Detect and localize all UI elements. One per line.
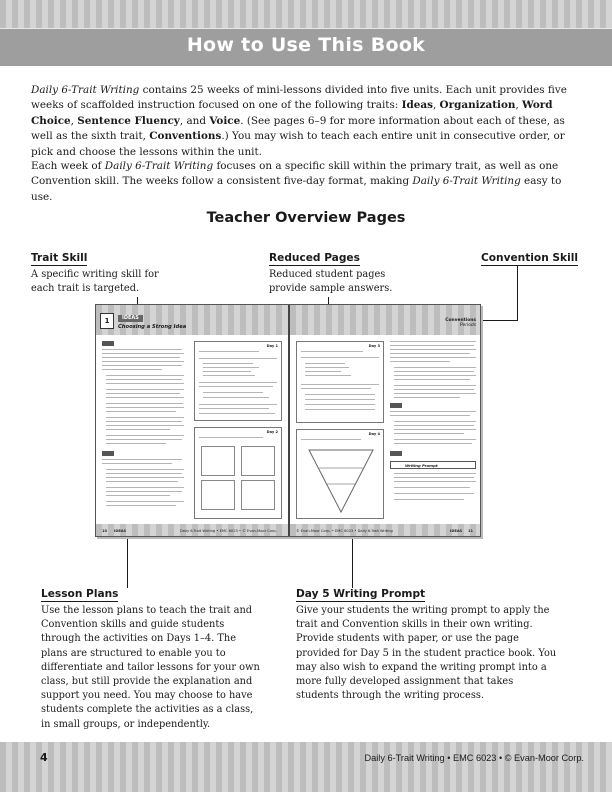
text-run: Daily 6-Trait Writing (412, 175, 521, 188)
lesson-plans-heading: Lesson Plans (41, 588, 119, 600)
text-run: , (515, 99, 523, 112)
day-tab (102, 341, 114, 346)
section-heading: Teacher Overview Pages (206, 210, 406, 226)
text-run: Conventions (149, 130, 222, 143)
text-run: Sentence Fluency (77, 114, 180, 127)
conventions-tag: Conventions Periods (445, 318, 476, 328)
spread-left-page: 1 IDEAS Choosing a Strong Idea Day 1 Day 2 10 IDEAS Daily 6-Trait Writing • EMC 6023 • © Evan-Moor Corp. (96, 305, 288, 536)
page-number: 4 (40, 751, 48, 764)
trait-tag: IDEAS (118, 315, 143, 322)
day-tab (390, 451, 402, 456)
footer-stripe-band (0, 742, 612, 792)
lesson-plans-text: Use the lesson plans to teach the trait and Convention skills and guide students through the activities on Days 1–4. The plans are structured to enable you to differentiate and tailor lessons for your own class, but still provide the explanation and support you need. You may choose to have students complete the activities as a class, in small groups, or independently. (41, 605, 260, 730)
convention-skill-heading: Convention Skill (481, 252, 578, 264)
text-run: Word Choice (31, 99, 553, 127)
reduced-student-page: Day 3 (296, 341, 384, 423)
trait-skill-text: A specific writing skill for each trait is targeted. (31, 269, 159, 295)
text-run: Daily 6-Trait Writing (31, 84, 140, 96)
day5-writing-prompt-heading: Day 5 Writing Prompt (296, 588, 426, 600)
text-run: Ideas (401, 99, 433, 112)
week-number-box: 1 (100, 313, 114, 329)
day-tab (390, 403, 402, 408)
intro-paragraph-1 (31, 83, 581, 160)
footer-credit: Daily 6-Trait Writing • EMC 6023 • © Evan-Moor Corp. (364, 753, 584, 763)
spread-right-page: Conventions Periods Day 3 Day 4 Writing Prompt © Evan-Moor Corp. • EMC 6023 • Daily 6-Trait Writing IDEAS 11 (290, 305, 481, 536)
text-run: , (432, 99, 440, 112)
reduced-student-page: Day 1 (194, 341, 282, 421)
inverted-triangle-organizer (307, 448, 375, 514)
intro-paragraph-2 (31, 159, 581, 205)
text-run: Each week of (31, 160, 105, 172)
text-run: Daily 6-Trait Writing (104, 160, 214, 172)
reduced-student-page: Day 2 (194, 427, 282, 519)
day5-writing-prompt-text: Give your students the writing prompt to apply the trait and Convention skills in their own writing. Provide students with paper, or use the page provided for Day 5 in the student practice book. You may also wish to expand the writing prompt into a more fully developed assignment that takes students through the writing process. (296, 605, 557, 702)
text-run: . (See pages 6–9 for more information about each of these, as well as the sixth trait, (31, 114, 565, 143)
text-run: Organization (439, 99, 516, 112)
teacher-overview-spread (95, 304, 481, 537)
header-stripe-band (0, 0, 612, 28)
day-tab (102, 451, 114, 456)
text-run: .) You may wish to teach each entire unit in consecutive order, or pick and choose the lessons within the unit. (31, 130, 565, 158)
text-run: focuses on a specific skill within the primary trait, as well as one Convention skill. The weeks follow a consistent five-day format, making (31, 160, 559, 188)
text-run: easy to use. (31, 175, 562, 203)
text-run: , (70, 114, 78, 127)
reduced-student-page: Day 4 (296, 429, 384, 519)
trait-skill-heading: Trait Skill (31, 252, 88, 264)
text-run: contains 25 weeks of mini-lessons divided into five units. Each unit provides five weeks of scaffolded instruction focused on one of the following traits: (31, 84, 567, 112)
convention-skill-leader-v (517, 265, 518, 320)
page-title: How to Use This Book (186, 34, 426, 56)
convention-skill-leader-h (482, 320, 518, 321)
writing-prompt-box: Writing Prompt (390, 461, 476, 469)
lesson-title: Choosing a Strong Idea (118, 324, 187, 330)
reduced-pages-text: Reduced student pages provide sample answers. (269, 269, 393, 295)
text-run: , and (179, 114, 210, 127)
reduced-pages-heading: Reduced Pages (269, 252, 360, 264)
text-run: Voice (209, 114, 241, 127)
